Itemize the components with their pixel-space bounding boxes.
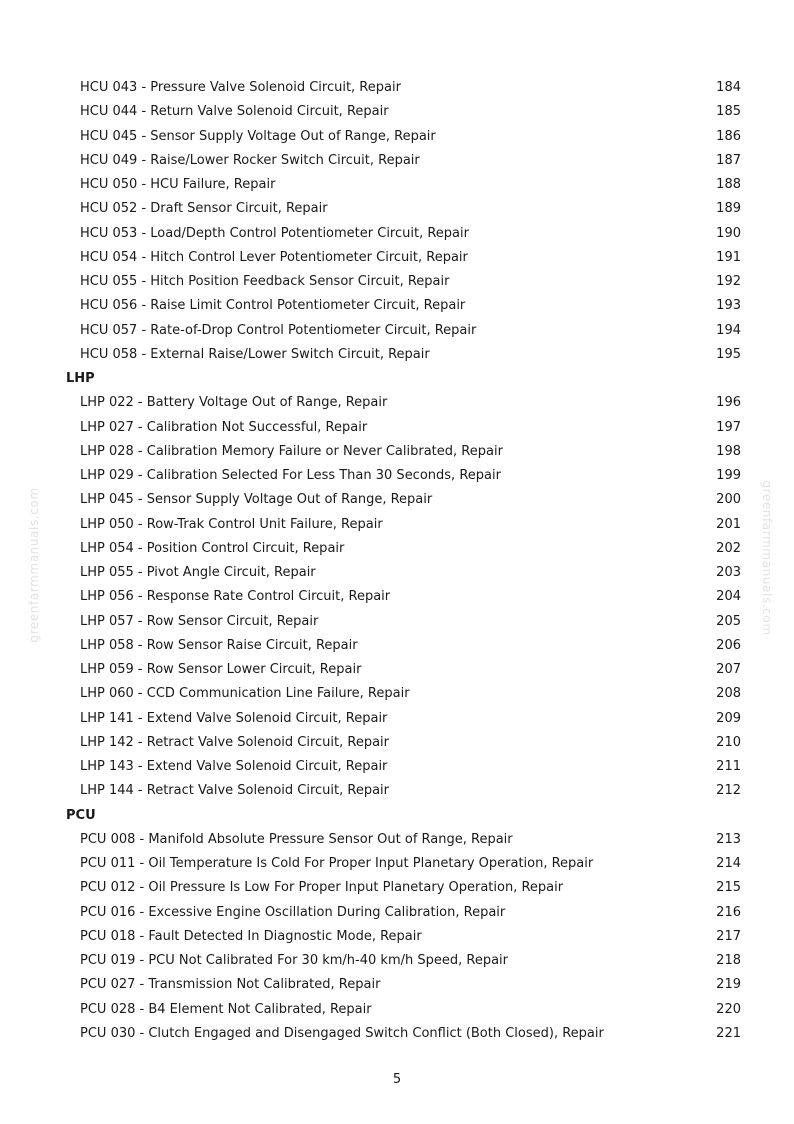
entry-page-number: 194 xyxy=(716,322,741,338)
entry-page-number: 217 xyxy=(716,928,741,944)
entry-page-number: 220 xyxy=(716,1001,741,1017)
entry-title: HCU 054 - Hitch Control Lever Potentiometer Circuit, Repair xyxy=(80,249,468,265)
entry-title: PCU 028 - B4 Element Not Calibrated, Repair xyxy=(80,1001,372,1017)
entry-title: LHP 142 - Retract Valve Solenoid Circuit, Repair xyxy=(80,734,390,750)
toc-entry[interactable] xyxy=(0,149,794,173)
toc-entry[interactable] xyxy=(0,973,794,997)
toc-entry[interactable] xyxy=(0,391,794,415)
entry-page-number: 210 xyxy=(716,734,741,750)
entry-page-number: 195 xyxy=(716,346,741,362)
toc-entry[interactable] xyxy=(0,731,794,755)
entry-page-number: 204 xyxy=(716,589,741,605)
entry-title: LHP 141 - Extend Valve Solenoid Circuit, Repair xyxy=(80,710,388,726)
entry-page-number: 189 xyxy=(716,201,741,217)
toc-entry[interactable] xyxy=(0,294,794,318)
entry-page-number: 208 xyxy=(716,686,741,702)
entry-page-number: 202 xyxy=(716,540,741,556)
toc-entry[interactable] xyxy=(0,707,794,731)
entry-title: HCU 053 - Load/Depth Control Potentiometer Circuit, Repair xyxy=(80,225,469,241)
entry-title: LHP 027 - Calibration Not Successful, Repair xyxy=(80,419,368,435)
table-of-contents xyxy=(0,76,794,1046)
toc-entry[interactable] xyxy=(0,222,794,246)
entry-page-number: 215 xyxy=(716,880,741,896)
entry-title: LHP 060 - CCD Communication Line Failure, Repair xyxy=(80,686,410,702)
entry-title: LHP 058 - Row Sensor Raise Circuit, Repair xyxy=(80,637,358,653)
entry-page-number: 196 xyxy=(716,395,741,411)
entry-title: PCU 027 - Transmission Not Calibrated, Repair xyxy=(80,977,381,993)
entry-title: HCU 045 - Sensor Supply Voltage Out of Range, Repair xyxy=(80,128,436,144)
toc-entry[interactable] xyxy=(0,658,794,682)
toc-entry[interactable] xyxy=(0,343,794,367)
entry-title: LHP 045 - Sensor Supply Voltage Out of Range, Repair xyxy=(80,492,433,508)
entry-title: LHP 050 - Row-Trak Control Unit Failure, Repair xyxy=(80,516,383,532)
entry-page-number: 207 xyxy=(716,662,741,677)
toc-entry[interactable] xyxy=(0,270,794,294)
watermark-left: greenfarmmanuals.com xyxy=(27,487,41,643)
entry-page-number: 190 xyxy=(716,225,741,241)
toc-entry[interactable] xyxy=(0,876,794,900)
toc-entry[interactable] xyxy=(0,755,794,779)
toc-entry[interactable] xyxy=(0,197,794,221)
entry-title: HCU 055 - Hitch Position Feedback Sensor Circuit, Repair xyxy=(80,274,450,289)
section-title: LHP xyxy=(66,371,95,386)
entry-title: PCU 012 - Oil Pressure Is Low For Proper Input Planetary Operation, Repair xyxy=(80,880,564,896)
entry-page-number: 198 xyxy=(716,443,741,459)
entry-page-number: 199 xyxy=(716,468,741,483)
entry-title: LHP 022 - Battery Voltage Out of Range, Repair xyxy=(80,395,388,411)
toc-entry[interactable] xyxy=(0,828,794,852)
entry-page-number: 205 xyxy=(716,613,741,629)
toc-entry[interactable] xyxy=(0,173,794,197)
entry-title: PCU 011 - Oil Temperature Is Cold For Proper Input Planetary Operation, Repair xyxy=(80,856,594,871)
entry-title: HCU 044 - Return Valve Solenoid Circuit, Repair xyxy=(80,104,389,120)
entry-page-number: 200 xyxy=(716,492,741,508)
toc-entry[interactable] xyxy=(0,585,794,609)
entry-page-number: 214 xyxy=(716,856,741,871)
toc-entry[interactable] xyxy=(0,949,794,973)
entry-title: LHP 056 - Response Rate Control Circuit, Repair xyxy=(80,589,391,605)
toc-entry[interactable] xyxy=(0,561,794,585)
entry-page-number: 191 xyxy=(716,249,741,265)
entry-title: PCU 030 - Clutch Engaged and Disengaged Switch Conflict (Both Closed), Repair xyxy=(80,1025,604,1041)
toc-entry[interactable] xyxy=(0,488,794,512)
toc-entry[interactable] xyxy=(0,464,794,488)
entry-title: HCU 058 - External Raise/Lower Switch Circuit, Repair xyxy=(80,346,430,362)
entry-page-number: 216 xyxy=(716,904,741,920)
entry-page-number: 219 xyxy=(716,977,741,993)
toc-entry[interactable] xyxy=(0,125,794,149)
toc-entry[interactable] xyxy=(0,852,794,876)
section-title: PCU xyxy=(66,807,96,823)
toc-section-heading xyxy=(0,804,794,828)
entry-title: HCU 052 - Draft Sensor Circuit, Repair xyxy=(80,201,328,217)
toc-entry[interactable] xyxy=(0,319,794,343)
entry-title: LHP 055 - Pivot Angle Circuit, Repair xyxy=(80,565,316,580)
entry-page-number: 212 xyxy=(716,783,741,799)
toc-entry[interactable] xyxy=(0,537,794,561)
entry-page-number: 192 xyxy=(716,274,741,289)
entry-page-number: 197 xyxy=(716,419,741,435)
entry-title: HCU 050 - HCU Failure, Repair xyxy=(80,177,276,192)
toc-entry[interactable] xyxy=(0,998,794,1022)
toc-entry[interactable] xyxy=(0,1022,794,1046)
entry-title: LHP 028 - Calibration Memory Failure or Never Calibrated, Repair xyxy=(80,443,503,459)
toc-entry[interactable] xyxy=(0,76,794,100)
entry-page-number: 188 xyxy=(716,177,741,192)
watermark-right: greenfarmmanuals.com xyxy=(760,480,774,636)
entry-title: LHP 029 - Calibration Selected For Less Than 30 Seconds, Repair xyxy=(80,468,501,483)
toc-entry[interactable] xyxy=(0,513,794,537)
entry-title: PCU 018 - Fault Detected In Diagnostic Mode, Repair xyxy=(80,928,422,944)
entry-page-number: 193 xyxy=(716,298,741,314)
entry-page-number: 206 xyxy=(716,637,741,653)
toc-entry[interactable] xyxy=(0,779,794,803)
entry-title: LHP 057 - Row Sensor Circuit, Repair xyxy=(80,613,319,629)
entry-page-number: 209 xyxy=(716,710,741,726)
entry-title: HCU 049 - Raise/Lower Rocker Switch Circuit, Repair xyxy=(80,152,420,168)
toc-entry[interactable] xyxy=(0,100,794,124)
toc-entry[interactable] xyxy=(0,416,794,440)
toc-entry[interactable] xyxy=(0,634,794,658)
entry-title: PCU 008 - Manifold Absolute Pressure Sensor Out of Range, Repair xyxy=(80,831,513,847)
toc-section-heading xyxy=(0,367,794,391)
toc-entry[interactable] xyxy=(0,925,794,949)
entry-page-number: 211 xyxy=(716,759,741,774)
entry-page-number: 187 xyxy=(716,152,741,168)
entry-title: PCU 019 - PCU Not Calibrated For 30 km/h-40 km/h Speed, Repair xyxy=(80,953,508,968)
toc-entry[interactable] xyxy=(0,440,794,464)
entry-page-number: 221 xyxy=(716,1025,741,1041)
entry-page-number: 184 xyxy=(716,80,741,95)
entry-page-number: 186 xyxy=(716,128,741,144)
toc-entry[interactable] xyxy=(0,901,794,925)
entry-page-number: 218 xyxy=(716,953,741,968)
entry-title: HCU 057 - Rate-of-Drop Control Potentiometer Circuit, Repair xyxy=(80,322,477,338)
entry-page-number: 201 xyxy=(716,516,741,532)
entry-title: LHP 054 - Position Control Circuit, Repair xyxy=(80,540,345,556)
entry-title: LHP 143 - Extend Valve Solenoid Circuit, Repair xyxy=(80,759,388,774)
entry-title: PCU 016 - Excessive Engine Oscillation During Calibration, Repair xyxy=(80,904,506,920)
entry-title: HCU 056 - Raise Limit Control Potentiometer Circuit, Repair xyxy=(80,298,466,314)
toc-entry[interactable] xyxy=(0,610,794,634)
entry-page-number: 185 xyxy=(716,104,741,120)
toc-entry[interactable] xyxy=(0,682,794,706)
toc-entry[interactable] xyxy=(0,246,794,270)
entry-title: HCU 043 - Pressure Valve Solenoid Circuit, Repair xyxy=(80,80,401,95)
entry-page-number: 213 xyxy=(716,831,741,847)
page-number: 5 xyxy=(392,1072,402,1087)
entry-title: LHP 059 - Row Sensor Lower Circuit, Repair xyxy=(80,662,362,677)
entry-title: LHP 144 - Retract Valve Solenoid Circuit, Repair xyxy=(80,783,390,799)
entry-page-number: 203 xyxy=(716,565,741,580)
